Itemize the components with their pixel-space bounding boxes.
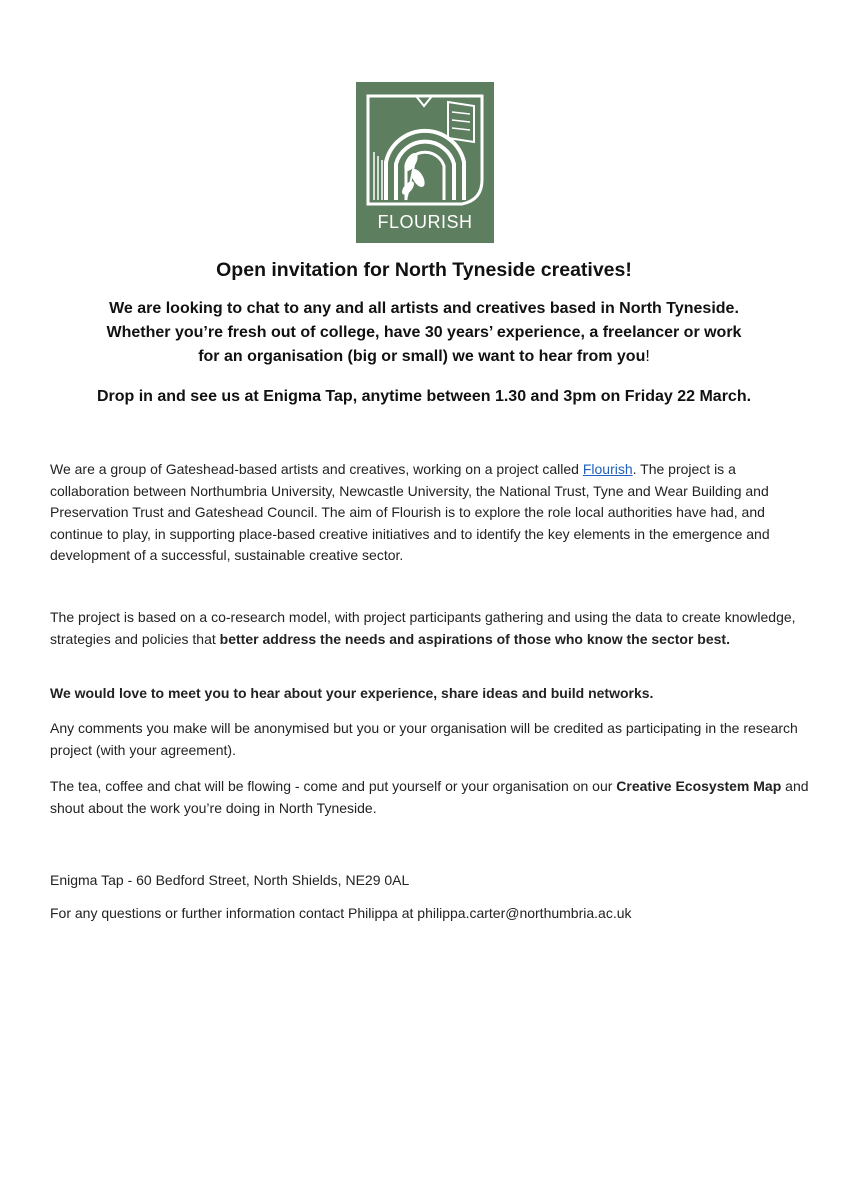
- intro-line-2: Whether you’re fresh out of college, have 30 years’ experience, a freelancer or work: [106, 324, 742, 341]
- intro-line-3: [40, 345, 808, 369]
- paragraph-co-research-start: The project is based on a co-research model, with project participants gathering and using the data to create knowledge, strategies and policies that: [50, 609, 796, 647]
- paragraph-meet: We would love to meet you to hear about your experience, share ideas and build networks.: [50, 685, 654, 701]
- drop-in-notice: Drop in and see us at Enigma Tap, anytime between 1.30 and 3pm on Friday 22 March.: [96, 388, 752, 405]
- page-title: Open invitation for North Tyneside creatives!: [216, 259, 632, 281]
- paragraph-co-research: [50, 607, 810, 650]
- paragraph-project: [50, 459, 810, 567]
- intro-text: [40, 297, 808, 369]
- paragraph-ecosystem: [50, 776, 810, 819]
- paragraph-ecosystem-end: and shout about the work you’re doing in North Tyneside.: [50, 778, 809, 816]
- venue-address: Enigma Tap - 60 Bedford Street, North Shields, NE29 0AL: [50, 872, 410, 888]
- contact-info: For any questions or further information contact Philippa at philippa.carter@northumbria.ac.uk: [50, 905, 632, 921]
- intro-line-1: We are looking to chat to any and all artists and creatives based in North Tyneside.: [109, 300, 739, 317]
- paragraph-co-research-bold: better address the needs and aspirations of those who know the sector best.: [219, 630, 730, 647]
- logo-wordmark: FLOURISH: [377, 212, 473, 232]
- paragraph-ecosystem-start: The tea, coffee and chat will be flowing - come and put yourself or your organisation on our: [50, 778, 617, 794]
- paragraph-ecosystem-bold: Creative Ecosystem Map: [616, 778, 782, 794]
- paragraph-project-start: We are a group of Gateshead-based artists and creatives, working on a project called: [50, 461, 583, 477]
- paragraph-project-end: . The project is a collaboration between Northumbria University, Newcastle University, the National Trust, Tyne and Wear Building and Preservation Trust and Gateshead Council. The aim of Flourish is to explore the role local authorities have had, and continue to play, in supporting place-based creative initiatives and to identify the key elements in the emergence and development of a successful, sustainable creative sector.: [50, 461, 770, 563]
- paragraph-anonymised: Any comments you make will be anonymised but you or your organisation will be credited as participating in the research project (with your agreement).: [50, 720, 798, 758]
- intro-line-3-end: !: [645, 348, 650, 365]
- flourish-link[interactable]: Flourish: [582, 461, 633, 477]
- flourish-logo: [356, 82, 494, 243]
- intro-line-3-text: for an organisation (big or small) we want to hear from you: [198, 348, 646, 365]
